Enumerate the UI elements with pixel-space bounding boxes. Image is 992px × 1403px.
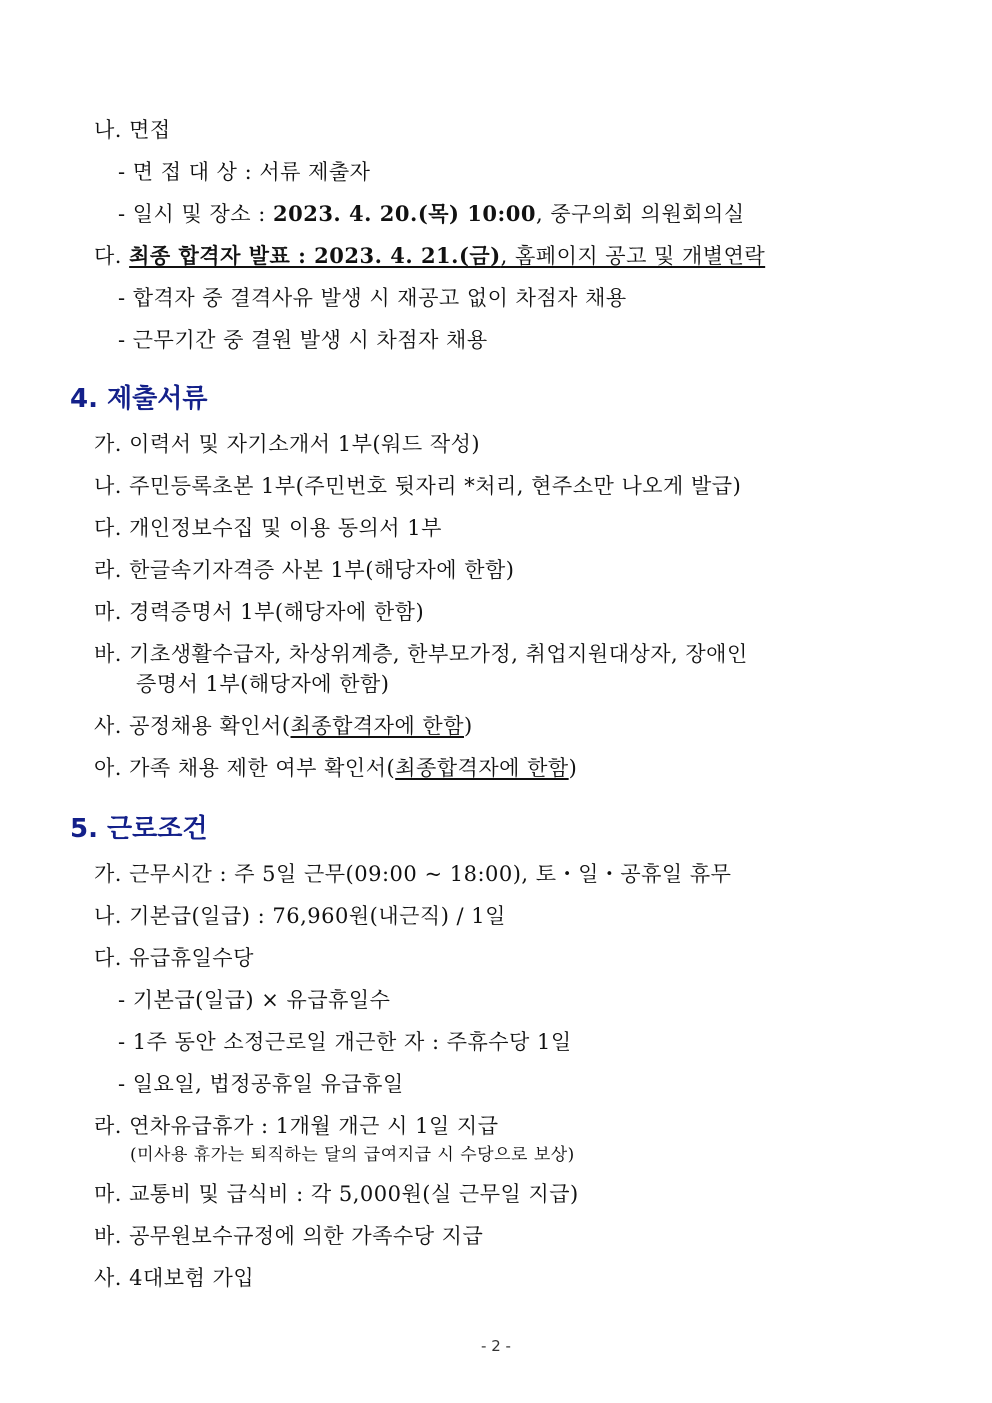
interview-title: 나. 면접 (94, 118, 171, 142)
final-announcement-date: 최종 합격자 발표 : 2023. 4. 21.(금) (129, 243, 501, 268)
holiday-pay-item: - 1주 동안 소정근로일 개근한 자 : 주휴수당 1일 (118, 1030, 572, 1054)
doc-item: 마. 경력증명서 1부(해당자에 한함) (94, 600, 425, 624)
page-number: - 2 - (481, 1337, 511, 1355)
condition-insurance: 사. 4대보험 가입 (94, 1266, 255, 1290)
final-announcement: 다. 최종 합격자 발표 : 2023. 4. 21.(금), 홈페이지 공고 및 개별연락 (94, 243, 766, 268)
doc-item: 다. 개인정보수집 및 이용 동의서 1부 (94, 516, 442, 540)
condition-allowance: 마. 교통비 및 급식비 : 각 5,000원(실 근무일 지급) (94, 1182, 579, 1206)
condition-base-pay: 나. 기본급(일급) : 76,960원(내근직) / 1일 (94, 904, 506, 928)
doc-item: 나. 주민등록초본 1부(주민번호 뒷자리 *처리, 현주소만 나오게 발급) (94, 474, 742, 498)
doc-item-continuation: 증명서 1부(해당자에 한함) (136, 672, 390, 696)
doc-item: 라. 한글속기자격증 사본 1부(해당자에 한함) (94, 558, 515, 582)
annual-leave-note: (미사용 휴가는 퇴직하는 달의 급여지급 시 수당으로 보상) (130, 1145, 575, 1165)
doc-item: 가. 이력서 및 자기소개서 1부(워드 작성) (94, 432, 481, 456)
interview-target: - 면 접 대 상 : 서류 제출자 (118, 160, 371, 184)
announcement-note-2: - 근무기간 중 결원 발생 시 차점자 채용 (118, 328, 488, 352)
condition-family-allowance: 바. 공무원보수규정에 의한 가족수당 지급 (94, 1224, 484, 1248)
doc-item: 아. 가족 채용 제한 여부 확인서(최종합격자에 한함) (94, 756, 578, 780)
section-heading-conditions: 5. 근로조건 (70, 814, 208, 844)
holiday-pay-item: - 기본급(일급) × 유급휴일수 (118, 988, 391, 1012)
section-heading-documents: 4. 제출서류 (70, 384, 208, 414)
doc-item: 사. 공정채용 확인서(최종합격자에 한함) (94, 714, 473, 738)
doc-item: 바. 기초생활수급자, 차상위계층, 한부모가정, 취업지원대상자, 장애인 (94, 642, 748, 666)
announcement-note-1: - 합격자 중 결격사유 발생 시 재공고 없이 차점자 채용 (118, 286, 627, 310)
condition-hours: 가. 근무시간 : 주 5일 근무(09:00 ~ 18:00), 토・일・공휴일 휴무 (94, 862, 732, 886)
condition-annual-leave: 라. 연차유급휴가 : 1개월 개근 시 1일 지급 (94, 1114, 499, 1138)
holiday-pay-item: - 일요일, 법정공휴일 유급휴일 (118, 1072, 404, 1096)
interview-schedule: - 일시 및 장소 : 2023. 4. 20.(목) 10:00, 중구의회 의원회의실 (118, 201, 745, 226)
condition-holiday-pay: 다. 유급휴일수당 (94, 946, 254, 970)
interview-datetime: 2023. 4. 20.(목) 10:00 (272, 201, 536, 226)
